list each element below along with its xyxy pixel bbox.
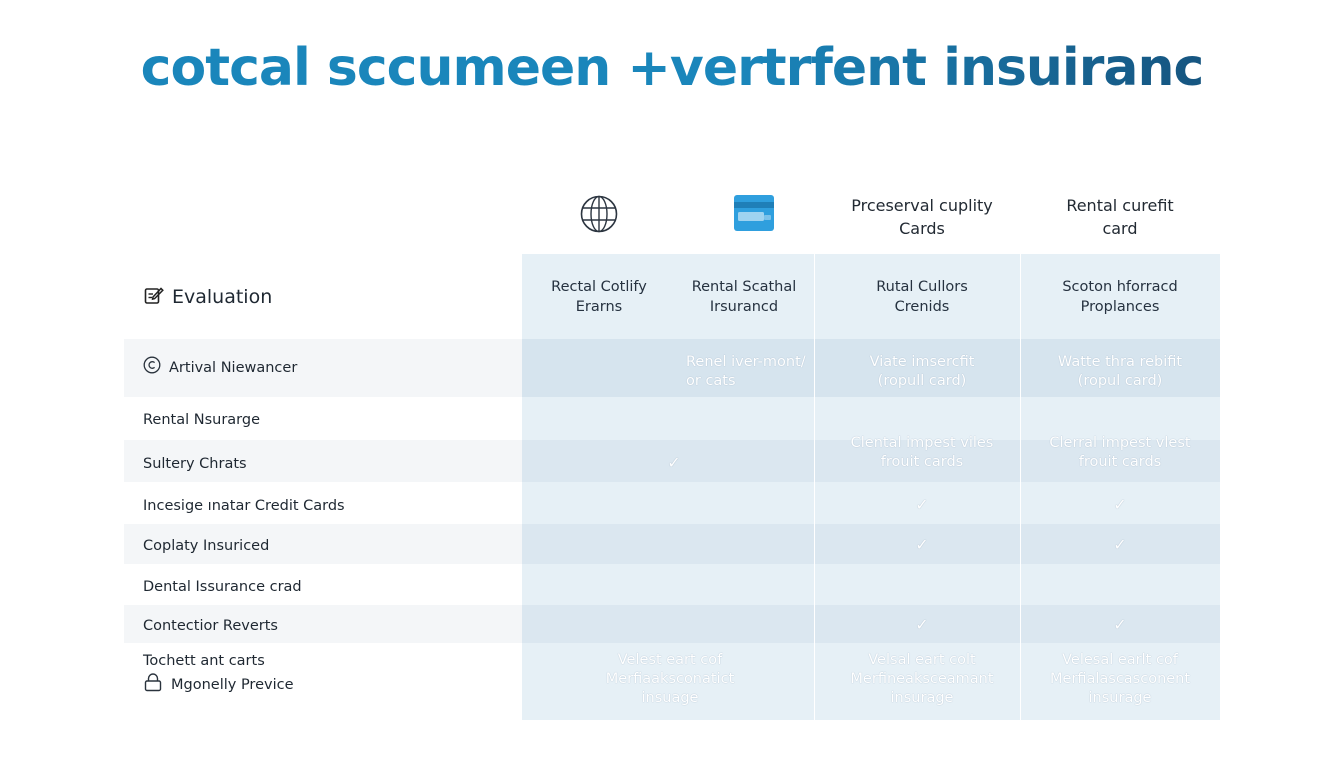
row-label xyxy=(143,672,294,698)
row-label-text: Sultery Chrats xyxy=(143,456,247,472)
row-label xyxy=(143,496,345,516)
row-label xyxy=(143,454,247,474)
evaluation-heading xyxy=(144,284,272,310)
column-header-label: Rental curefit card xyxy=(1066,196,1174,238)
copyright-icon xyxy=(143,356,161,380)
column-header-cards xyxy=(830,188,1014,246)
sub-header xyxy=(672,276,816,318)
cell-text: Velest eart cof Merfiaaksconatict insuage xyxy=(605,652,735,706)
edit-note-icon xyxy=(144,285,164,310)
row-label xyxy=(143,410,260,430)
check-icon: ✓ xyxy=(1113,534,1127,554)
row-label-text: Coplaty Insuriced xyxy=(143,538,270,554)
cell-text: Velesal earlt cof Merfialascasconent insurage xyxy=(1049,652,1191,706)
evaluation-label: Evaluation xyxy=(172,286,273,308)
row-label xyxy=(143,651,265,671)
row-label-text: Dental Issurance crad xyxy=(143,579,302,595)
cell-text: Viate imsercfit (ropull card) xyxy=(869,354,975,389)
row-label-text: Contectior Reverts xyxy=(143,618,278,634)
row-label xyxy=(143,616,278,636)
cell-text: Renel iver-mont/ or cats xyxy=(686,354,806,389)
row-label-text: Rental Nsurarge xyxy=(143,412,261,428)
sub-header-label: Rental Scathal Irsurancd xyxy=(691,279,797,315)
globe-icon xyxy=(579,194,619,234)
check-icon: ✓ xyxy=(915,614,929,634)
cell-text: Clental impest viles frouit cards xyxy=(850,435,994,470)
row-label-text: Tochett ant carts xyxy=(143,653,265,669)
check-icon: ✓ xyxy=(667,452,681,472)
row-label-text: Incesige ınatar Credit Cards xyxy=(143,498,345,514)
lock-icon xyxy=(143,672,163,698)
column-divider xyxy=(814,254,815,720)
sub-header-label: Scoton hforracd Proplances xyxy=(1062,279,1178,315)
cell-text: Watte thra rebifit (ropul card) xyxy=(1057,354,1183,389)
check-icon: ✓ xyxy=(1113,614,1127,634)
check-icon: ✓ xyxy=(915,494,929,514)
sub-header xyxy=(1030,276,1210,318)
cell-text: Velsal eart colt Merfineaksceamant insurage xyxy=(850,652,994,706)
sub-header xyxy=(528,276,670,318)
row-label-text: Mgonelly Previce xyxy=(171,677,294,693)
column-header-rental xyxy=(1030,188,1210,246)
row-label xyxy=(143,356,297,380)
page-title: cotcal sccumeen +vertrfent insuiranc xyxy=(0,38,1344,98)
sub-header xyxy=(830,276,1014,318)
check-icon: ✓ xyxy=(1113,494,1127,514)
row-label xyxy=(143,536,269,556)
credit-card-icon xyxy=(732,193,776,233)
sub-header-label: Rectal Cotlify Erarns xyxy=(551,279,647,315)
row-label xyxy=(143,577,302,597)
column-divider xyxy=(1020,254,1021,720)
row-label-text: Artival Niewancer xyxy=(169,360,298,376)
sub-header-label: Rutal Cullors Crenids xyxy=(876,279,968,315)
check-icon: ✓ xyxy=(915,534,929,554)
column-header-label: Prceserval cuplity Cards xyxy=(851,196,993,238)
cell-text: Clerral impest vlest frouit cards xyxy=(1049,435,1191,470)
